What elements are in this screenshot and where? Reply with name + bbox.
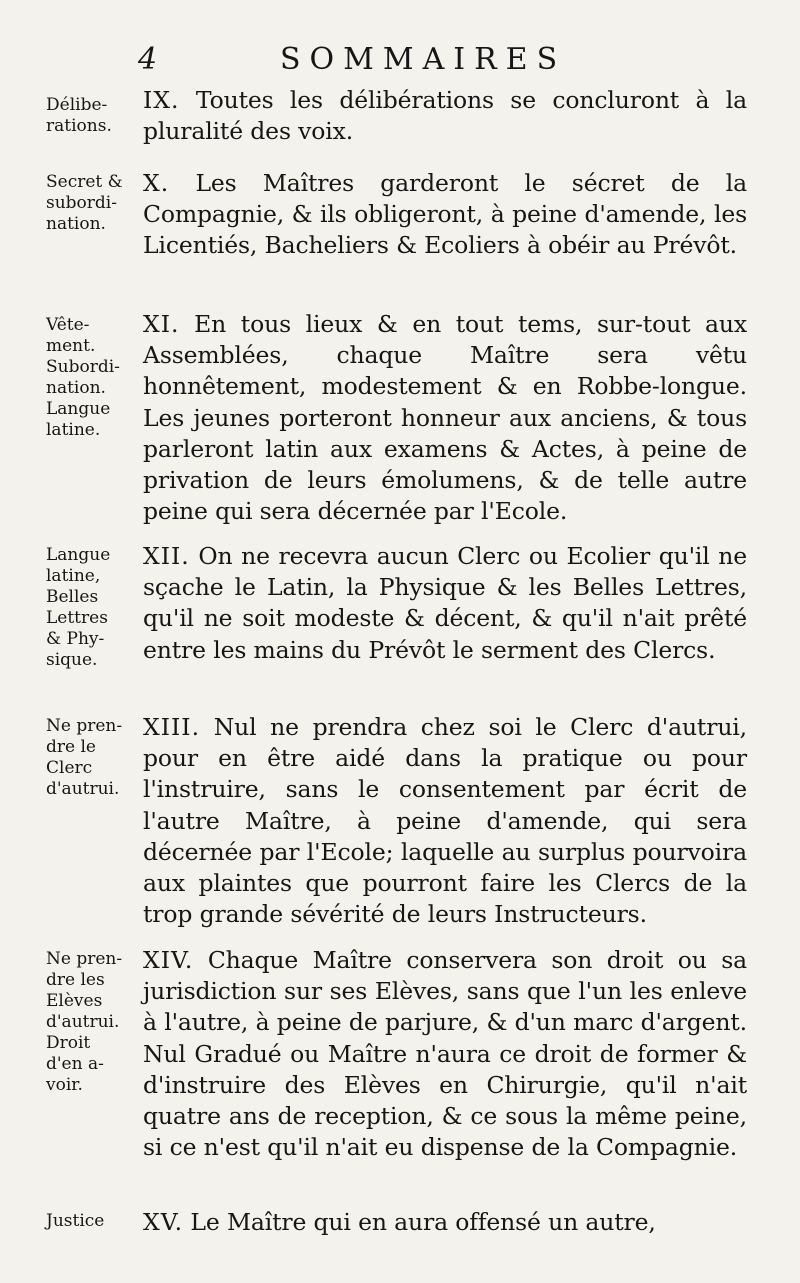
article-text	[143, 1207, 747, 1238]
article-body: En tous lieux & en tout tems, sur-tout aux Assemblées, chaque Maître sera vêtu honnêtement, modestement & en Robbe-longue. Les jeunes porteront honneur aux anciens, & tous parleront latin aux examens & Actes, à peine de privation de leurs émolumens, & de telle autre peine qui sera décernée par l'Ecole.	[143, 310, 747, 526]
margin-note: Ne pren- dre le Clerc d'autrui.	[46, 716, 123, 799]
margin-note: Vête- ment. Subordi- nation. Langue latine.	[46, 315, 120, 440]
article-number: XIII.	[143, 713, 201, 741]
article-text	[143, 945, 747, 1163]
article-number: IX.	[143, 86, 180, 114]
article-number: XII.	[143, 542, 190, 570]
page-header	[0, 40, 800, 90]
article-body: Chaque Maître conservera son droit ou sa jurisdiction sur ses Elèves, sans que l'un les enleve à l'autre, à peine de parjure, & d'un marc d'argent. Nul Gradué ou Maître n'aura ce droit de former & d'instruire des Elèves en Chirurgie, qu'il n'ait quatre ans de reception, & ce sous la même peine, si ce n'est qu'il n'ait eu dispense de la Compagnie.	[143, 946, 748, 1162]
margin-note: Langue latine, Belles Lettres & Phy- sique.	[46, 545, 111, 670]
article-number: XI.	[143, 310, 180, 338]
article-body: On ne recevra aucun Clerc ou Ecolier qu'il ne sçache le Latin, la Physique & les Belles Lettres, qu'il ne soit modeste & décent, & qu'il n'ait prêté entre les mains du Prévôt le serment des Clercs.	[143, 542, 747, 664]
margin-note: Justice	[46, 1211, 105, 1231]
article-text	[143, 541, 747, 666]
article-body: Le Maître qui en aura offensé un autre,	[190, 1208, 656, 1236]
article-text	[143, 309, 747, 527]
margin-note: Délibe- rations.	[46, 95, 112, 136]
margin-note: Ne pren- dre les Elèves d'autrui. Droit d'en a- voir.	[46, 949, 123, 1095]
margin-note: Secret & subordi- nation.	[46, 172, 123, 234]
article-number: XV.	[143, 1208, 184, 1236]
article-text	[143, 85, 747, 147]
article-number: X.	[143, 169, 170, 197]
running-title: SOMMAIRES	[280, 42, 567, 77]
article-body: Nul ne prendra chez soi le Clerc d'autrui, pour en être aidé dans la pratique ou pour l'instruire, sans le consentement par écrit de l'autre Maître, à peine d'amende, qui sera décernée par l'Ecole; laquelle au surplus pourvoira aux plaintes que pourront faire les Clercs de la trop grande sévérité de leurs Instructeurs.	[143, 713, 747, 929]
article-text	[143, 168, 747, 262]
page-number: 4	[138, 42, 158, 77]
article-body: Les Maîtres garderont le sécret de la Compagnie, & ils obligeront, à peine d'amende, les Licentiés, Bacheliers & Ecoliers à obéir au Prévôt.	[143, 169, 747, 260]
article-body: Toutes les délibérations se concluront à la pluralité des voix.	[143, 86, 747, 146]
article-number: XIV.	[143, 946, 194, 974]
article-text	[143, 712, 747, 930]
